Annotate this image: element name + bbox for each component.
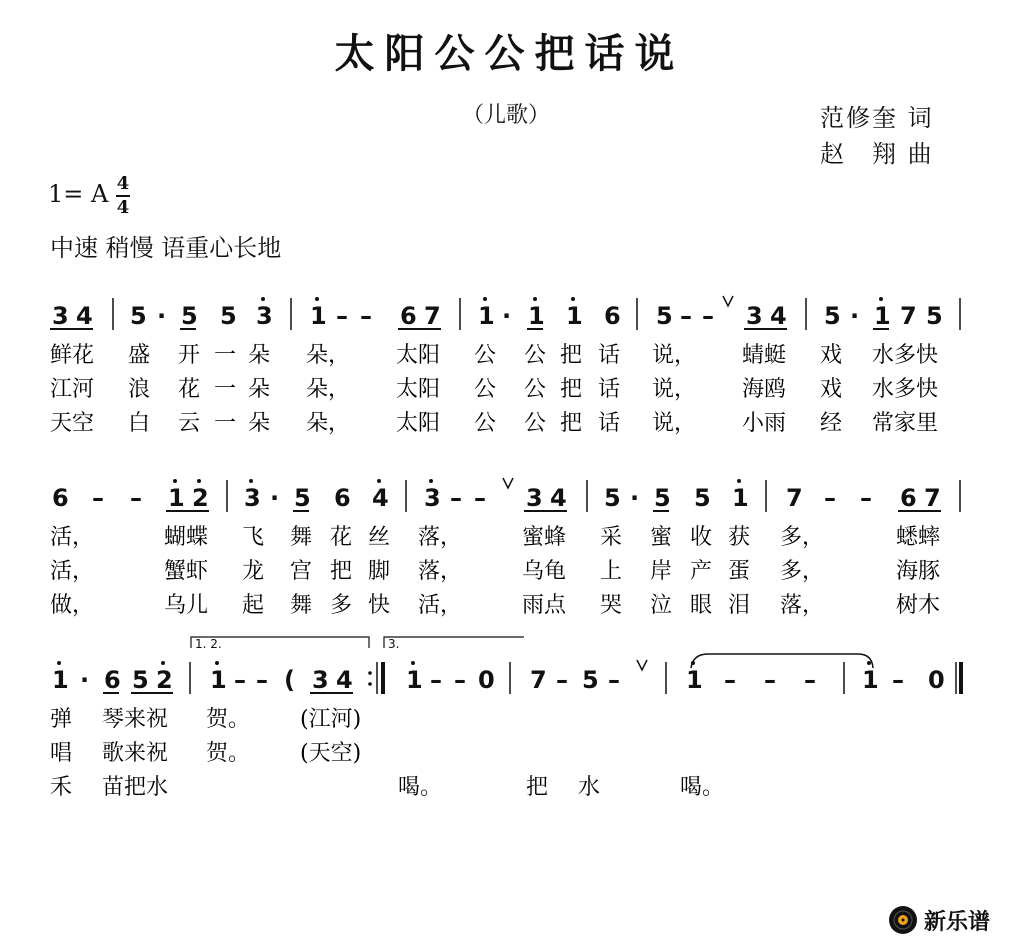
system-1-lyrics (50, 343, 938, 436)
lyric-syllable: 禾 (50, 775, 73, 800)
breath-mark (503, 478, 513, 488)
dash: – (556, 666, 568, 694)
lyric-syllable: 乌儿 (164, 593, 209, 618)
octave-dot (483, 297, 487, 301)
lyric-syllable: 多， (780, 525, 825, 550)
lyric-syllable: 朵， (306, 343, 351, 368)
lyric-syllable: 贺。 (206, 707, 251, 732)
lyric-syllable: 活， (418, 593, 463, 618)
lyric-syllable: 喝。 (398, 775, 443, 800)
breath-mark (723, 296, 733, 306)
octave-dot (161, 661, 165, 665)
augmentation-dot: · (630, 484, 640, 512)
system-1 (50, 296, 960, 436)
dash: – (764, 666, 776, 694)
vinyl-record-icon (888, 905, 918, 935)
note: 7 (424, 302, 441, 330)
lyric-syllable: 脚 (368, 559, 391, 584)
octave-dot (173, 479, 177, 483)
note: 5 (130, 302, 147, 330)
lyric-syllable: 获 (728, 525, 751, 550)
note: 1 (566, 302, 583, 330)
volta-label-1-2: 1. 2. (195, 637, 222, 651)
time-signature-top: 4 (116, 173, 130, 194)
lyric-syllable: 说， (652, 377, 697, 402)
lyric-syllable: 雨点 (522, 593, 567, 618)
lyric-syllable: 树木 (896, 593, 941, 618)
octave-dot (197, 479, 201, 483)
augmentation-dot: · (270, 484, 280, 512)
lyric-syllable: 一 (214, 377, 237, 402)
note: 7 (786, 484, 803, 512)
lyric-syllable: 太阳 (396, 377, 441, 402)
paren-open: ( (284, 666, 295, 694)
dash: – (892, 666, 904, 694)
lyric-syllable: 把 (560, 343, 583, 368)
lyric-syllable: 海豚 (896, 559, 941, 584)
note: 3 (52, 302, 69, 330)
dash: – (824, 484, 836, 512)
lyric-syllable: 起 (242, 593, 265, 618)
lyric-syllable: 说， (652, 411, 697, 436)
note: 1 (310, 302, 327, 330)
lyric-syllable: 小雨 (742, 411, 787, 436)
lyric-syllable: 常家里 (872, 411, 939, 436)
lyric-syllable: 宫 (290, 559, 313, 584)
lyric-syllable: 落， (780, 593, 825, 618)
lyric-syllable: 蝴蝶 (164, 525, 209, 550)
note: 1 (732, 484, 749, 512)
lyric-syllable: 公 (474, 411, 497, 436)
tie-arc (691, 654, 873, 668)
note: 2 (156, 666, 173, 694)
octave-dot (411, 661, 415, 665)
lyric-syllable: 泪 (728, 593, 751, 618)
lyric-syllable: 把 (330, 559, 353, 584)
note: 2 (192, 484, 209, 512)
lyric-syllable: 多， (780, 559, 825, 584)
lyric-syllable: 蜜蜂 (522, 525, 567, 550)
octave-dot (261, 297, 265, 301)
octave-dot (737, 479, 741, 483)
lyric-syllable: 丝 (368, 525, 391, 550)
song-subtitle: （儿歌） (462, 103, 551, 128)
lyric-syllable: 话 (598, 343, 621, 368)
dash: – (474, 484, 486, 512)
lyric-syllable: 上 (600, 559, 623, 584)
note: 5 (654, 484, 671, 512)
lyric-syllable: 歌来祝 (102, 741, 169, 766)
lyric-syllable: 戏 (820, 343, 843, 368)
lyric-syllable: 产 (690, 559, 713, 584)
lyric-syllable: 唱 (50, 741, 73, 766)
note: 6 (104, 666, 121, 694)
note: 6 (334, 484, 351, 512)
note: 1 (406, 666, 423, 694)
lyric-syllable: 多 (330, 593, 353, 618)
lyric-syllable: 蟋蟀 (896, 525, 941, 550)
lyric-syllable: 话 (598, 411, 621, 436)
dash: – (130, 484, 142, 512)
key-signature: 1= A (48, 180, 109, 208)
note: 6 (900, 484, 917, 512)
lyric-syllable: 把 (560, 411, 583, 436)
octave-dot (867, 661, 871, 665)
augmentation-dot: · (157, 302, 167, 330)
lyric-syllable: 活， (50, 559, 95, 584)
lyric-syllable: 采 (600, 525, 623, 550)
lyric-syllable: 一 (214, 411, 237, 436)
note: 1 (52, 666, 69, 694)
octave-dot (879, 297, 883, 301)
repeat-dot (368, 682, 372, 686)
system-2 (50, 478, 960, 618)
system-3 (50, 637, 961, 800)
dash: – (360, 302, 372, 330)
lyric-syllable: 收 (690, 525, 713, 550)
lyric-syllable: 贺。 (206, 741, 251, 766)
tempo-marking: 中速 稍慢 语重心长地 (50, 234, 282, 262)
lyric-syllable: 公 (524, 343, 547, 368)
system-1-notes (52, 302, 943, 330)
lyric-syllable: 朵， (306, 411, 351, 436)
note: 1 (478, 302, 495, 330)
lyric-syllable: 蜻蜓 (742, 343, 787, 368)
lyric-syllable: 话 (598, 377, 621, 402)
volta-bracket-3 (384, 637, 524, 648)
dash: – (430, 666, 442, 694)
note: 0 (928, 666, 945, 694)
lyric-syllable: 龙 (242, 559, 265, 584)
note: 5 (694, 484, 711, 512)
note: 1 (168, 484, 185, 512)
repeat-dot (368, 671, 372, 675)
lyric-syllable: 泣 (650, 593, 673, 618)
lyric-syllable: 琴来祝 (102, 707, 169, 732)
octave-dot (533, 297, 537, 301)
dash: – (450, 484, 462, 512)
note: 4 (770, 302, 787, 330)
lyric-syllable: 公 (474, 343, 497, 368)
note: 5 (132, 666, 149, 694)
watermark-text: 新乐谱 (924, 909, 991, 935)
note: 6 (52, 484, 69, 512)
lyric-syllable: 飞 (242, 525, 265, 550)
note: 4 (372, 484, 389, 512)
lyric-syllable: 落， (418, 559, 463, 584)
volta-label-3: 3. (388, 637, 400, 651)
lyric-syllable: 公 (474, 377, 497, 402)
lyric-syllable: 蛋 (728, 559, 751, 584)
dash: – (608, 666, 620, 694)
lyric-syllable: 云 (178, 411, 201, 436)
note: 5 (926, 302, 943, 330)
note: 5 (604, 484, 621, 512)
lyric-syllable: 舞 (290, 525, 313, 550)
lyric-syllable: (江河) (300, 707, 362, 732)
note: 7 (530, 666, 547, 694)
lyric-syllable: 太阳 (396, 343, 441, 368)
octave-dot (215, 661, 219, 665)
time-signature-bottom: 4 (116, 197, 130, 218)
lyric-syllable: 落， (418, 525, 463, 550)
lyric-syllable: 弹 (50, 707, 73, 732)
lyric-syllable: 公 (524, 411, 547, 436)
dash: – (724, 666, 736, 694)
note: 1 (210, 666, 227, 694)
dash: – (804, 666, 816, 694)
lyric-syllable: 把 (560, 377, 583, 402)
lyric-syllable: 活， (50, 525, 95, 550)
lyric-syllable: 白 (128, 411, 151, 436)
lyric-syllable: 水 (578, 775, 601, 800)
lyric-syllable: 乌龟 (522, 559, 567, 584)
lyric-syllable: 水多快 (872, 343, 939, 368)
lyric-syllable: 岸 (650, 559, 673, 584)
lyric-syllable: 水多快 (872, 377, 939, 402)
note: 1 (874, 302, 891, 330)
system-3-marks (57, 654, 961, 694)
lyric-syllable: 做， (50, 593, 95, 618)
note: 3 (746, 302, 763, 330)
note: 4 (550, 484, 567, 512)
dash: – (680, 302, 692, 330)
lyric-syllable: 把 (526, 775, 549, 800)
breath-mark (637, 660, 647, 670)
note: 3 (424, 484, 441, 512)
note: 6 (604, 302, 621, 330)
lyric-syllable: 蟹虾 (164, 559, 209, 584)
system-2-notes (52, 484, 941, 512)
lyric-syllable: 开 (178, 343, 201, 368)
lyric-syllable: 太阳 (396, 411, 441, 436)
note: 5 (824, 302, 841, 330)
lyric-syllable: 鲜花 (50, 343, 95, 368)
octave-dot (57, 661, 61, 665)
watermark-logo (888, 902, 990, 938)
dash: – (336, 302, 348, 330)
augmentation-dot: · (502, 302, 512, 330)
note: 1 (686, 666, 703, 694)
lyric-syllable: 公 (524, 377, 547, 402)
note: 3 (526, 484, 543, 512)
lyric-syllable: 眼 (690, 593, 713, 618)
lyric-syllable: 苗把水 (102, 775, 169, 800)
lyric-syllable: 哭 (600, 593, 623, 618)
octave-dot (571, 297, 575, 301)
lyric-syllable: 喝。 (680, 775, 725, 800)
dash: – (256, 666, 268, 694)
lyric-syllable: 朵 (248, 377, 271, 402)
lyric-syllable: 海鸥 (742, 377, 787, 402)
system-3-lyrics (50, 707, 724, 800)
note: 5 (656, 302, 673, 330)
lyric-syllable: 盛 (128, 343, 151, 368)
note: 5 (582, 666, 599, 694)
lyric-syllable: 江河 (50, 377, 95, 402)
note: 4 (76, 302, 93, 330)
augmentation-dot: · (80, 666, 90, 694)
lyric-syllable: 经 (820, 411, 843, 436)
lyricist-credit: 范修奎 词 (820, 104, 934, 132)
note: 6 (400, 302, 417, 330)
lyric-syllable: 浪 (128, 377, 151, 402)
octave-dot (429, 479, 433, 483)
note: 3 (244, 484, 261, 512)
lyric-syllable: 戏 (820, 377, 843, 402)
lyric-syllable: 朵 (248, 411, 271, 436)
lyric-syllable: 朵 (248, 343, 271, 368)
lyric-syllable: 快 (368, 593, 391, 618)
augmentation-dot: · (850, 302, 860, 330)
dash: – (860, 484, 872, 512)
lyric-syllable: 一 (214, 343, 237, 368)
lyric-syllable: 朵， (306, 377, 351, 402)
note: 0 (478, 666, 495, 694)
dash: – (234, 666, 246, 694)
dash: – (92, 484, 104, 512)
lyric-syllable: 花 (178, 377, 201, 402)
note: 5 (220, 302, 237, 330)
lyric-syllable: (天空) (300, 741, 362, 766)
note: 7 (900, 302, 917, 330)
note: 3 (312, 666, 329, 694)
octave-dot (249, 479, 253, 483)
composer-credit: 赵 翔 曲 (820, 140, 934, 168)
dash: – (454, 666, 466, 694)
octave-dot (315, 297, 319, 301)
note: 3 (256, 302, 273, 330)
volta-brackets (191, 637, 524, 648)
system-3-notes (52, 666, 945, 694)
note: 5 (294, 484, 311, 512)
lyric-syllable: 花 (330, 525, 353, 550)
note: 1 (862, 666, 879, 694)
note: 4 (336, 666, 353, 694)
note: 7 (924, 484, 941, 512)
system-2-lyrics (50, 525, 941, 618)
octave-dot (377, 479, 381, 483)
dash: – (702, 302, 714, 330)
lyric-syllable: 舞 (290, 593, 313, 618)
lyric-syllable: 说， (652, 343, 697, 368)
note: 5 (181, 302, 198, 330)
lyric-syllable: 天空 (50, 411, 95, 436)
lyric-syllable: 蜜 (650, 525, 673, 550)
note: 1 (528, 302, 545, 330)
song-title: 太阳公公把话说 (334, 30, 685, 77)
